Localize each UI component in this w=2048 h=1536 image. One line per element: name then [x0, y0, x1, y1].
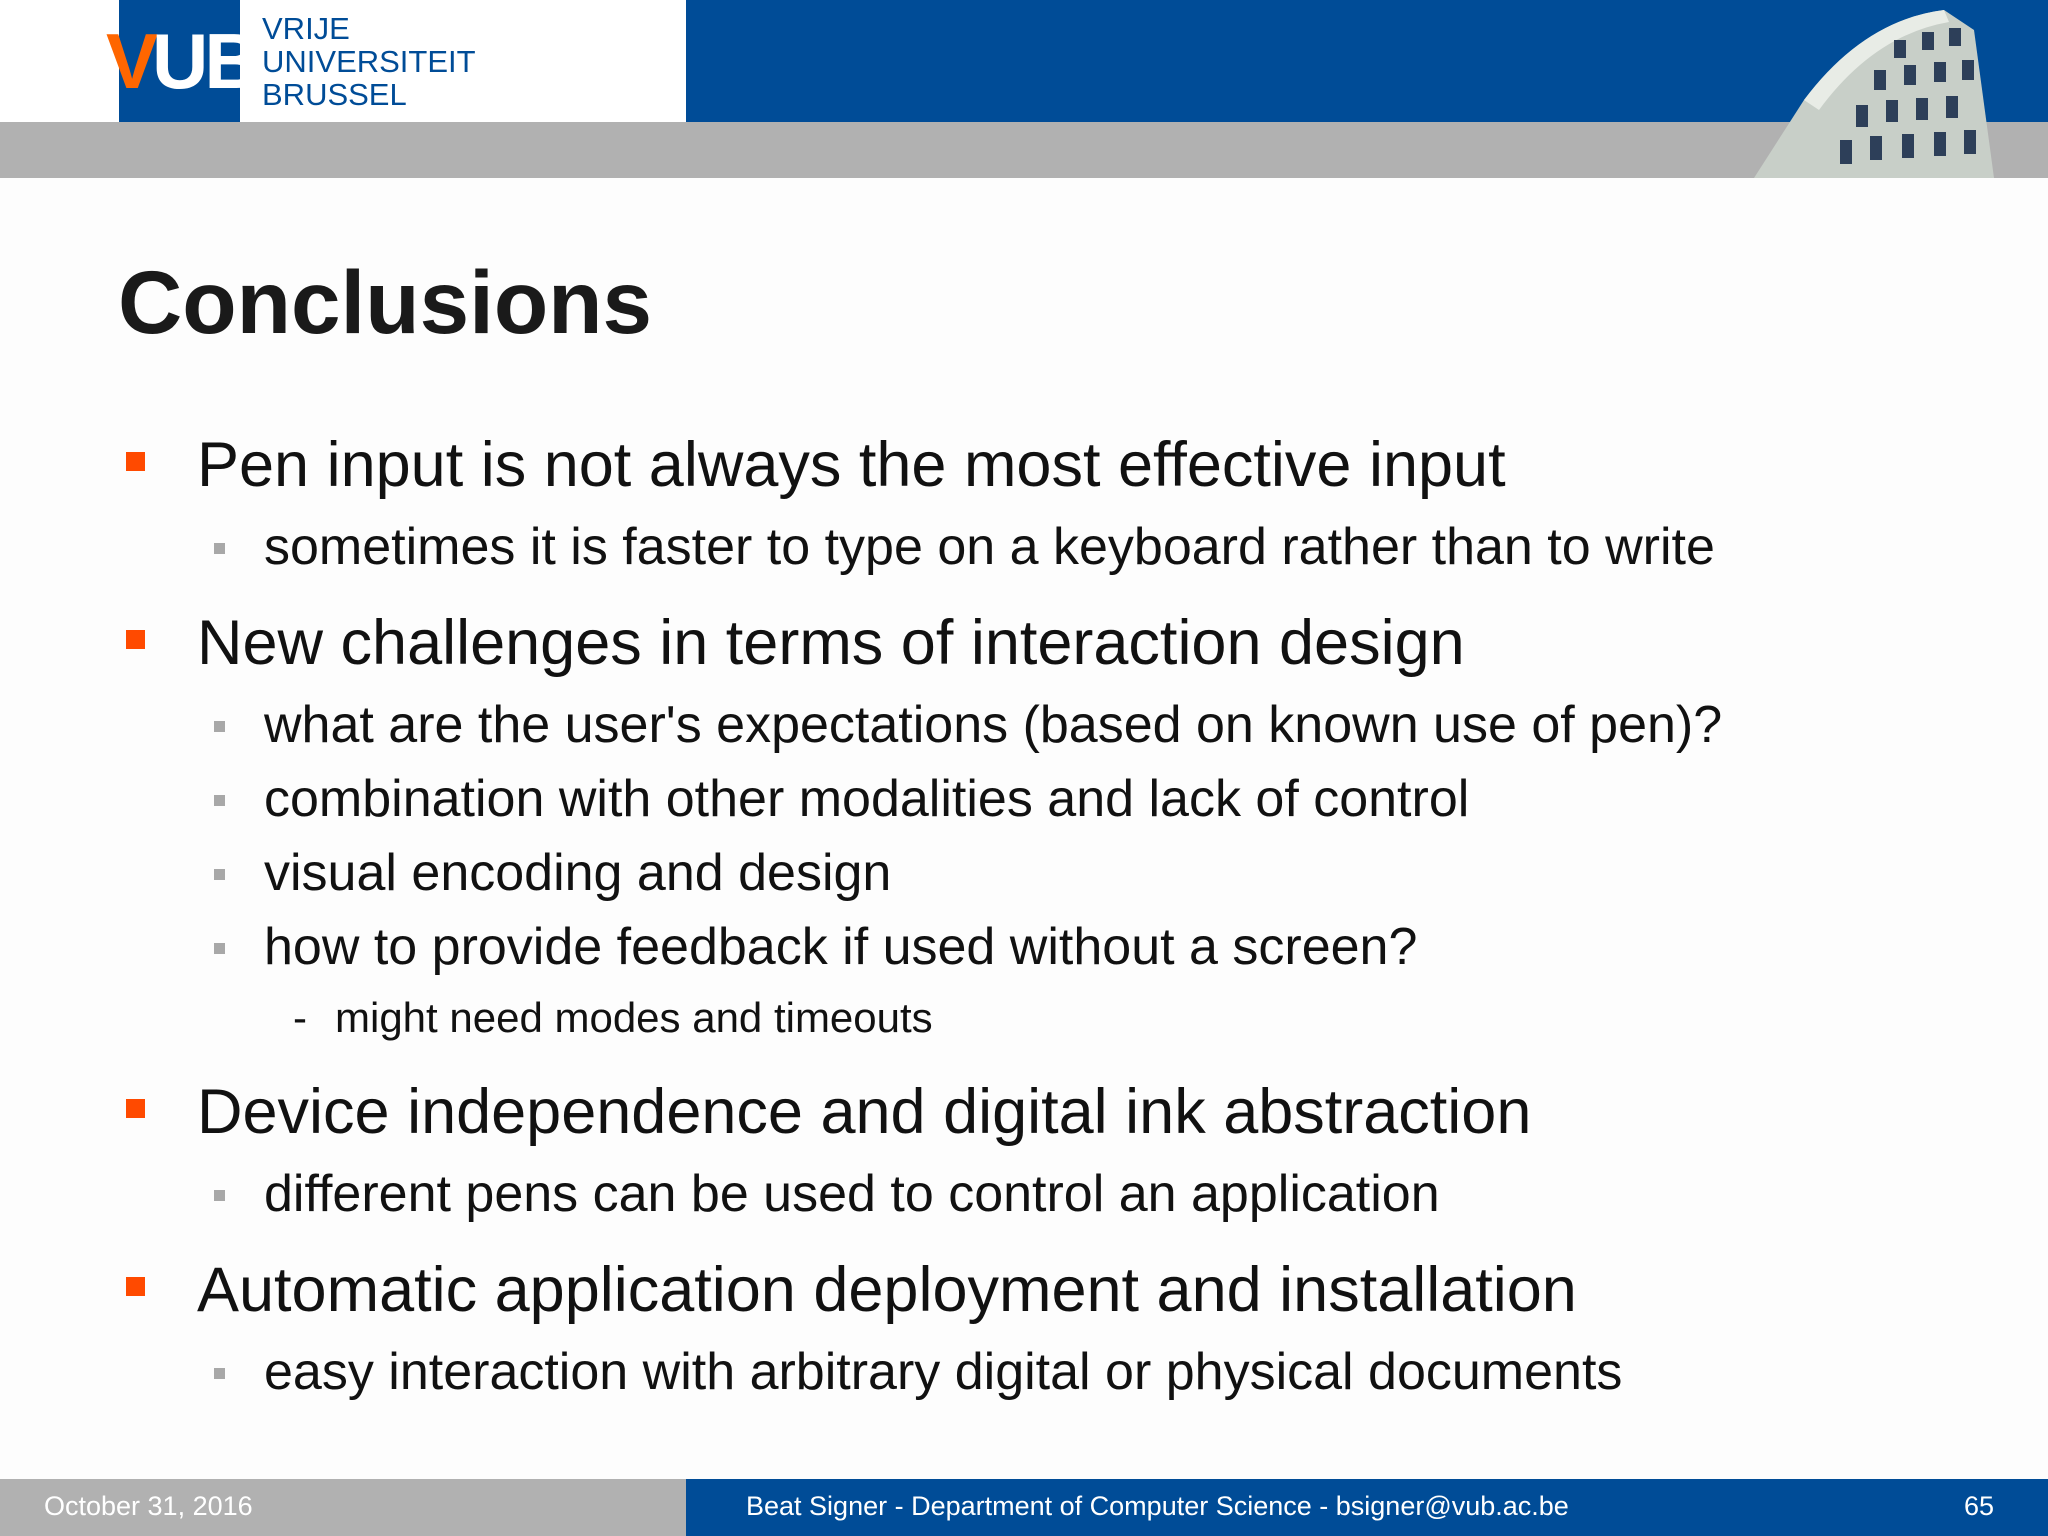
building-photo-icon — [1744, 10, 1994, 178]
gray-square-bullet-icon — [214, 795, 225, 806]
bullet-3: Device independence and digital ink abstraction — [197, 1077, 1532, 1147]
bullet-2-sub-3: visual encoding and design — [264, 844, 892, 902]
gray-square-bullet-icon — [214, 869, 225, 880]
header-gray-band — [0, 122, 2048, 178]
gray-square-bullet-icon — [214, 721, 225, 732]
footer-date: October 31, 2016 — [44, 1491, 253, 1521]
logo-line-3: BRUSSEL — [262, 77, 407, 112]
bullet-3-sub-1: different pens can be used to control an application — [264, 1165, 1440, 1223]
gray-square-bullet-icon — [214, 1368, 225, 1379]
orange-square-bullet-icon — [126, 1277, 145, 1296]
bullet-2: New challenges in terms of interaction design — [197, 608, 1465, 678]
gray-square-bullet-icon — [214, 543, 225, 554]
logo-line-1: VRIJE — [262, 11, 350, 46]
gray-square-bullet-icon — [214, 1190, 225, 1201]
logo-line-2: UNIVERSITEIT — [262, 44, 476, 79]
vub-logo-ub: UB — [152, 17, 257, 105]
bullet-4: Automatic application deployment and installation — [197, 1255, 1577, 1325]
orange-square-bullet-icon — [126, 630, 145, 649]
orange-square-bullet-icon — [126, 1099, 145, 1118]
bullet-2-sub-2: combination with other modalities and lack of control — [264, 770, 1470, 828]
bullet-2-sub-4-sub-1: might need modes and timeouts — [335, 994, 933, 1041]
footer-page-number: 65 — [1964, 1491, 1995, 1521]
slide-title: Conclusions — [118, 252, 653, 352]
footer-author: Beat Signer - Department of Computer Science - bsigner@vub.ac.be — [746, 1491, 1569, 1521]
bullet-1-sub-1: sometimes it is faster to type on a keyboard rather than to write — [264, 518, 1715, 576]
vub-logo-wordmark — [262, 12, 476, 111]
bullet-2-sub-1: what are the user's expectations (based on known use of pen)? — [264, 696, 1723, 754]
gray-square-bullet-icon — [214, 943, 225, 954]
vub-logo-v: V — [106, 17, 155, 105]
dash-bullet-icon: - — [293, 994, 307, 1041]
bullet-1: Pen input is not always the most effective input — [197, 430, 1506, 500]
bullet-4-sub-1: easy interaction with arbitrary digital or physical documents — [264, 1343, 1623, 1401]
orange-square-bullet-icon — [126, 452, 145, 471]
bullet-2-sub-4: how to provide feedback if used without a screen? — [264, 918, 1418, 976]
